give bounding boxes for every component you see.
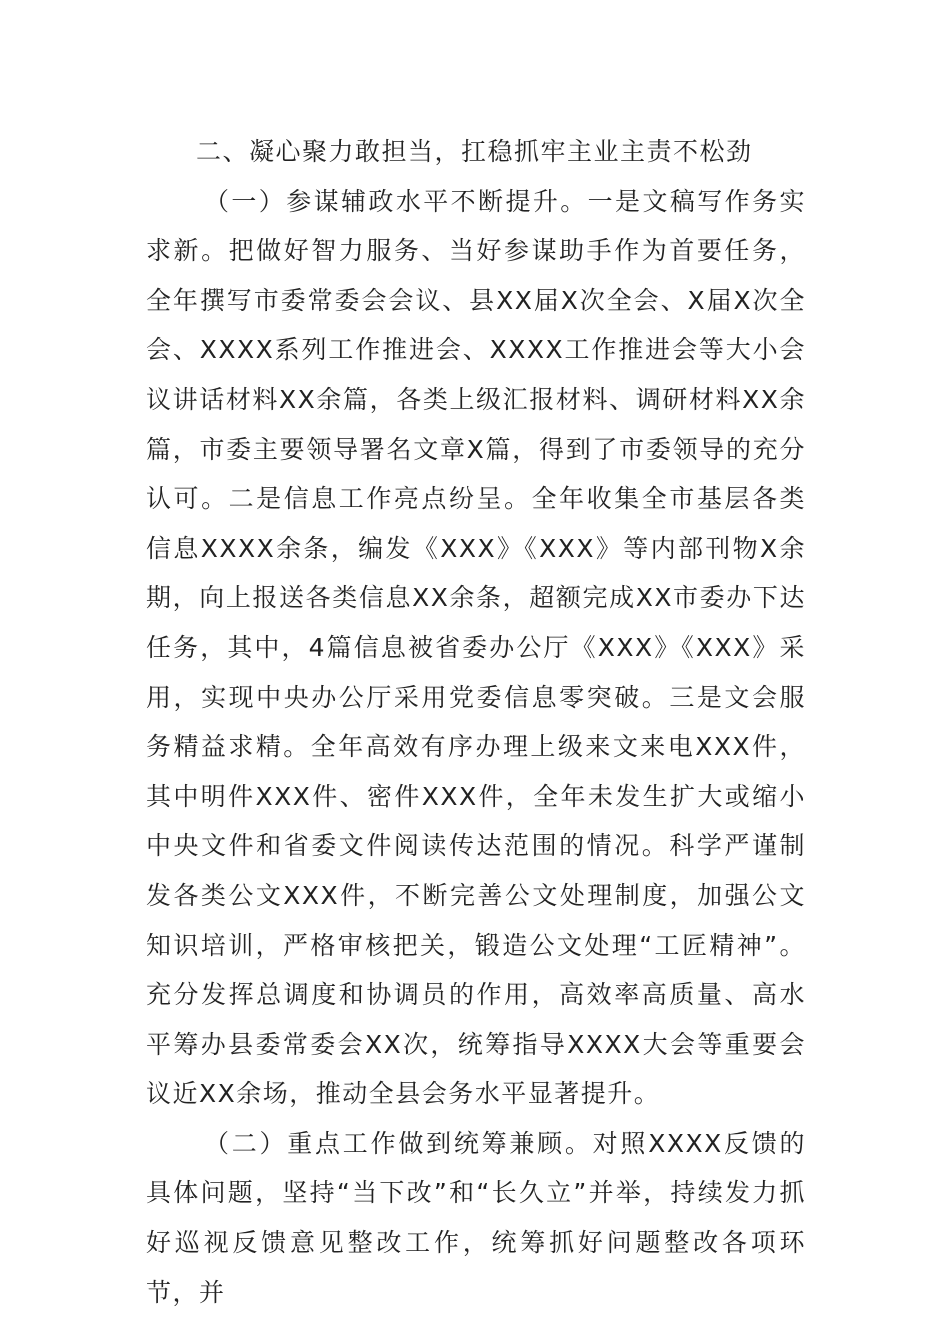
paragraph-2: （二）重点工作做到统筹兼顾。对照XXXX反馈的具体问题，坚持“当下改”和“长久立”并举，持续发力抓好巡视反馈意见整改工作，统筹抓好问题整改各项环节，并 [146,1128,806,1307]
section-heading: 二、凝心聚力敢担当，扛稳抓牢主业主责不松劲 [196,137,753,166]
document-body [146,127,806,1317]
paragraph-1: （一）参谋辅政水平不断提升。一是文稿写作务实求新。把做好智力服务、当好参谋助手作为首要任务，全年撰写市委常委会会议、县XX届X次全会、X届X次全会、XXXX系列工作推进会、XXXX工作推进会等大小会议讲话材料XX余篇，各类上级汇报材料、调研材料XX余篇，市委主要领导署名文章X篇，得到了市委领导的充分认可。二是信息工作亮点纷呈。全年收集全市基层各类信息XXXX余条，编发《XXX》《XXX》等内部刊物X余期，向上报送各类信息XX余条，超额完成XX市委办下达任务，其中，4篇信息被省委办公厅《XXX》《XXX》采用，实现中央办公厅采用党委信息零突破。三是文会服务精益求精。全年高效有序办理上级来文来电XXX件，其中明件XXX件、密件XXX件，全年未发生扩大或缩小中央文件和省委文件阅读传达范围的情况。科学严谨制发各类公文XXX件，不断完善公文处理制度，加强公文知识培训，严格审核把关，锻造公文处理“工匠精神”。充分发挥总调度和协调员的作用，高效率高质量、高水平筹办县委常委会XX次，统筹指导XXXX大会等重要会议近XX余场，推动全县会务水平显著提升。 [146,186,806,1109]
